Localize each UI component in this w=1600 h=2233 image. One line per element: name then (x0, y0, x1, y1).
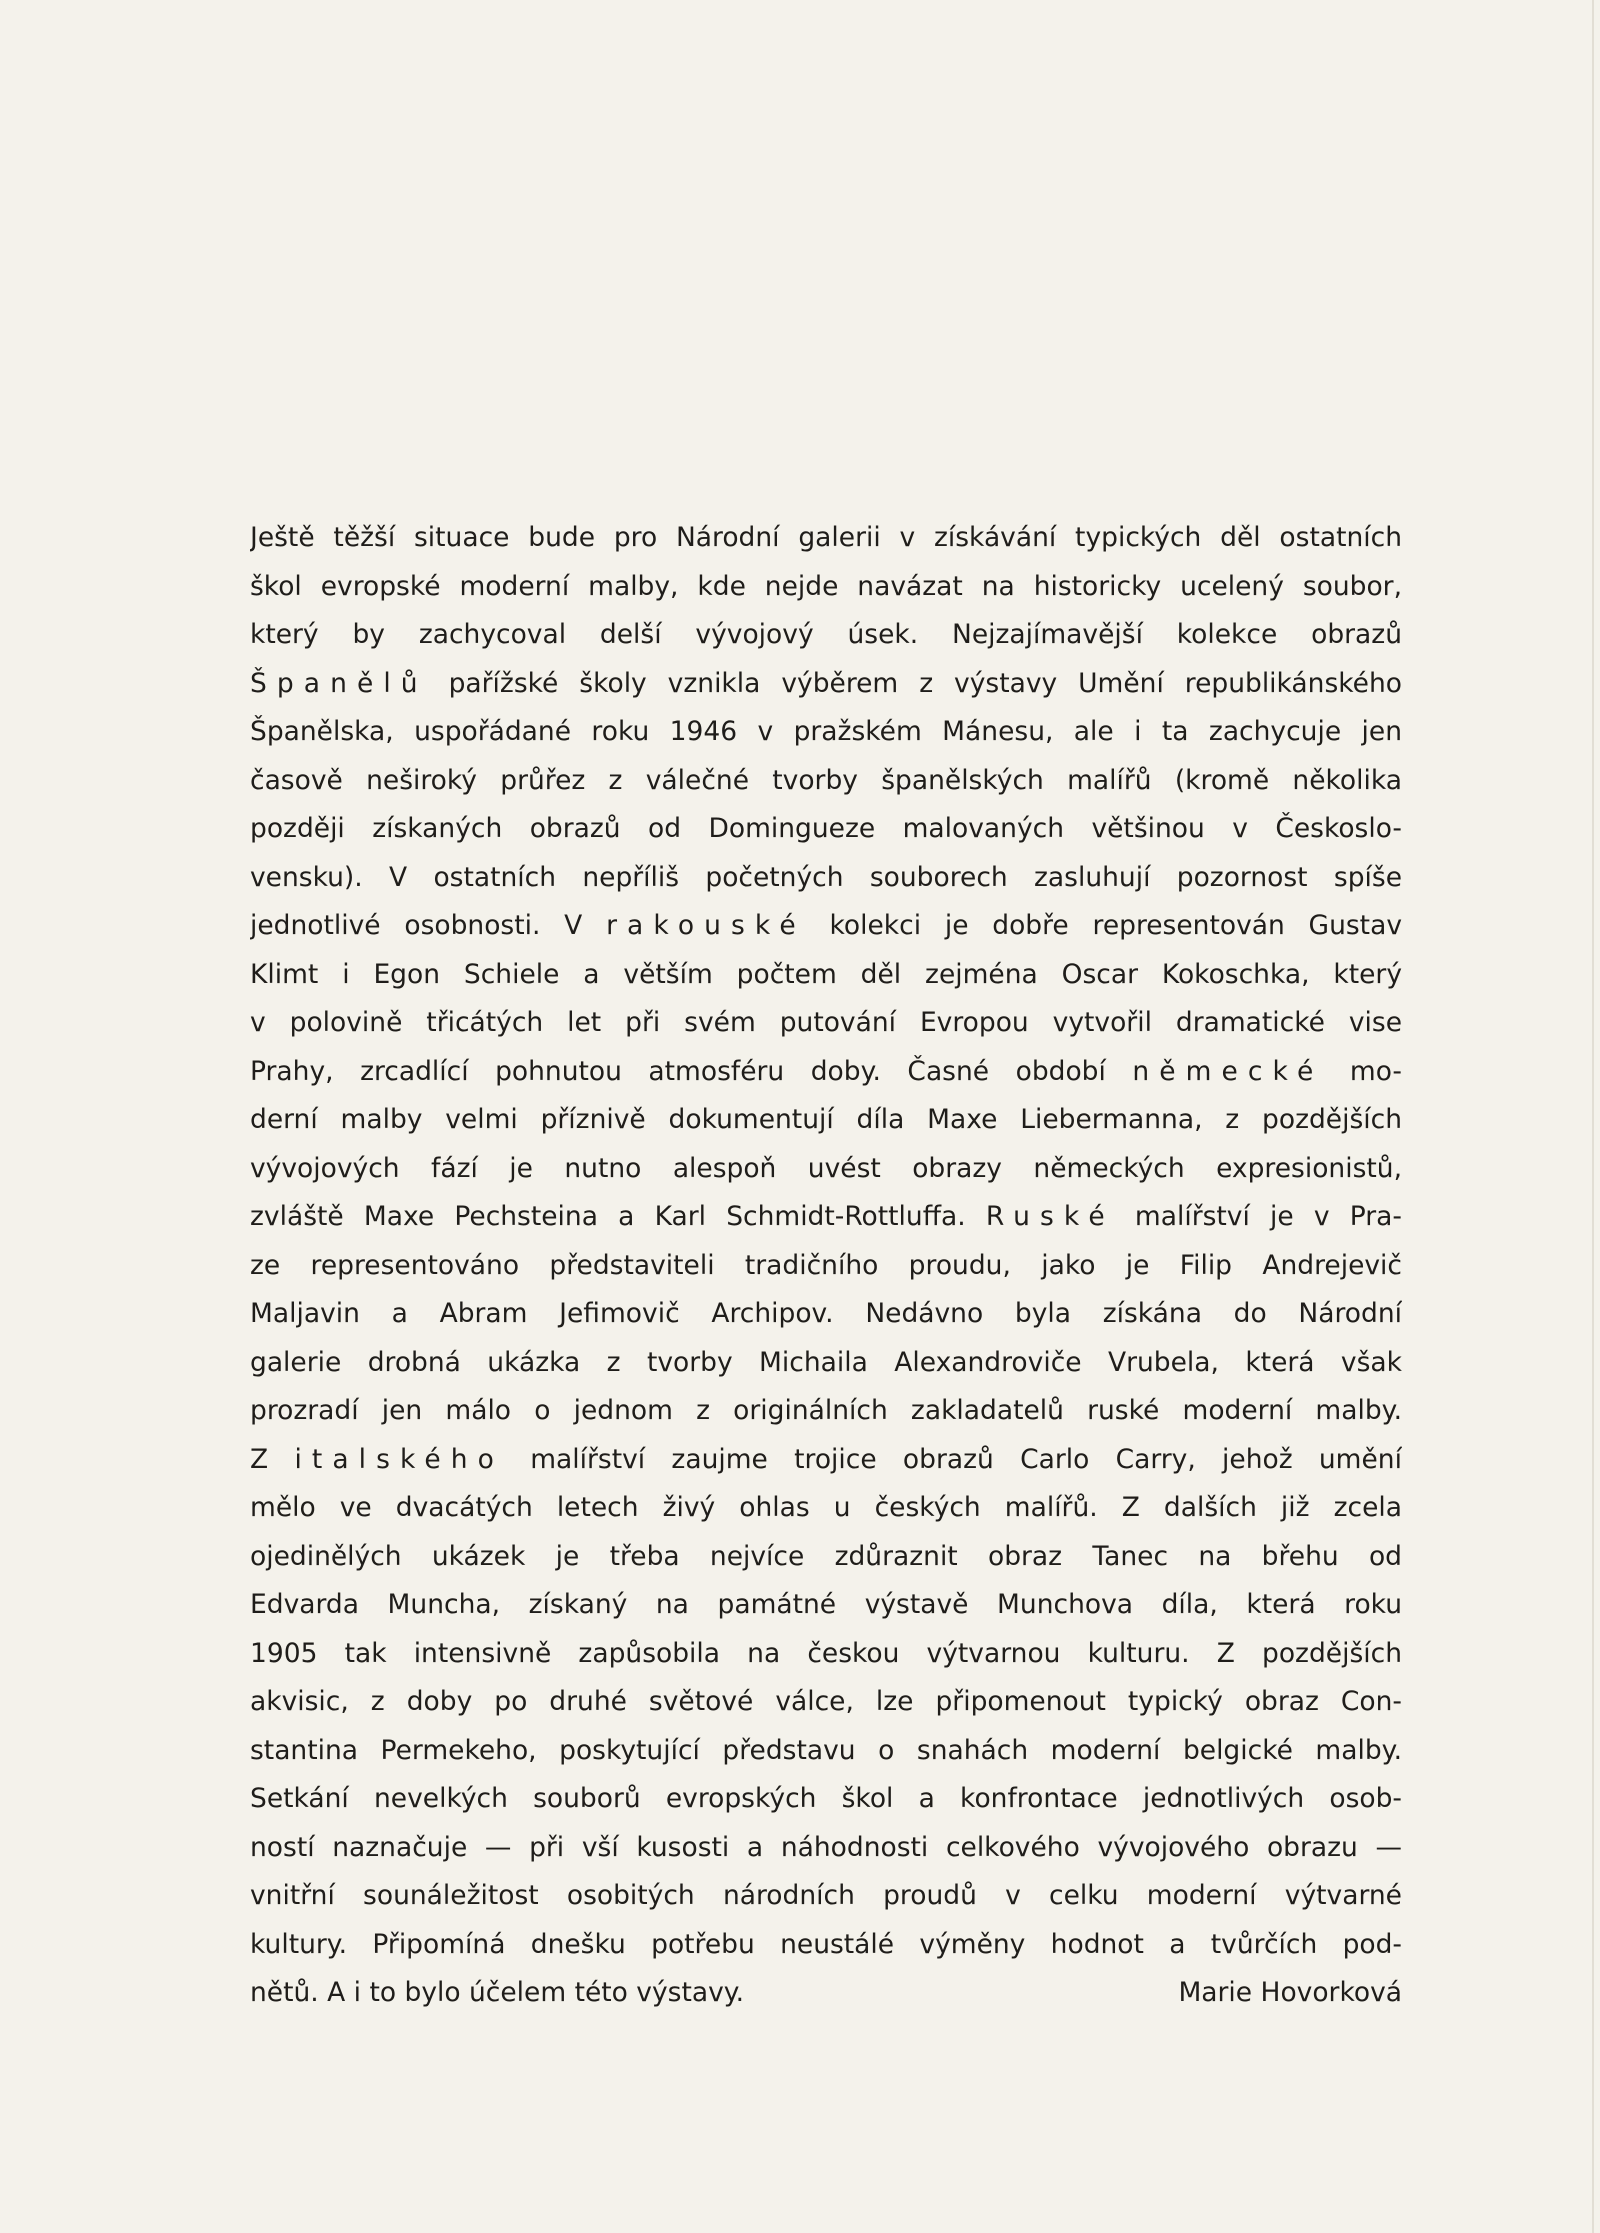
text-line: vensku). V ostatních nepříliš početných souborech zasluhují pozornost spíše (250, 861, 1402, 893)
text-line: ností naznačuje — při vší kusosti a náhodnosti celkového vývojového obrazu — (250, 1831, 1402, 1863)
author-signature: Marie Hovorková (1178, 1977, 1402, 2008)
spaced-word: italského (294, 1443, 504, 1475)
text-fragment: Prahy, zrcadlící pohnutou atmosféru doby. Časné období (250, 1055, 1106, 1087)
text-line: škol evropské moderní malby, kde nejde navázat na historicky ucelený soubor, (250, 570, 1402, 602)
text-fragment: pařížské školy vznikla výběrem z výstavy Umění republikánského (448, 667, 1402, 699)
text-line: Španělska, uspořádané roku 1946 v pražském Mánesu, ale i ta zachycuje jen (250, 716, 1402, 747)
text-line: Klimt i Egon Schiele a větším počtem děl zejména Oscar Kokoschka, který (250, 958, 1402, 990)
text-line: galerie drobná ukázka z tvorby Michaila Alexandroviče Vrubela, která však (250, 1346, 1402, 1378)
text-fragment: malířství zaujme trojice obrazů Carlo Carry, jehož umění (530, 1443, 1402, 1475)
text-line: vývojových fází je nutno alespoň uvést obrazy německých expresionistů, (250, 1152, 1402, 1184)
text-line (250, 1048, 1402, 1097)
text-line: Ještě těžší situace bude pro Národní galerii v získávání typických děl ostatních (250, 522, 1402, 553)
spaced-word: Španělů (250, 667, 428, 699)
text-line (250, 902, 1402, 951)
text-line: později získaných obrazů od Domingueze malovaných většinou v Českoslo- (250, 813, 1402, 844)
text-line (250, 660, 1402, 709)
text-line: v polovině třicátých let při svém putování Evropou vytvořil dramatické vise (250, 1007, 1402, 1038)
text-line: mělo ve dvacátých letech živý ohlas u českých malířů. Z dalších již zcela (250, 1492, 1402, 1523)
text-line: časově neširoký průřez z válečné tvorby španělských malířů (kromě několika (250, 764, 1402, 796)
text-line (250, 1436, 1402, 1485)
text-line: Maljavin a Abram Jefimovič Archipov. Nedávno byla získána do Národní (250, 1298, 1402, 1329)
page-edge (1592, 0, 1594, 2233)
closing-line (250, 1969, 1402, 2018)
text-line: kultury. Připomíná dnešku potřebu neustálé výměny hodnot a tvůrčích pod- (250, 1928, 1402, 1960)
text-line: stantina Permekeho, poskytující představu o snahách moderní belgické malby. (250, 1734, 1402, 1766)
essay-text (250, 514, 1402, 2018)
text-line: prozradí jen málo o jednom z originálních zakladatelů ruské moderní malby. (250, 1395, 1402, 1426)
spaced-word: Ruské (985, 1201, 1115, 1232)
text-line: který by zachycoval delší vývojový úsek. Nejzajímavější kolekce obrazů (250, 619, 1402, 650)
text-fragment: mo- (1349, 1055, 1402, 1087)
text-line: ze representováno představiteli tradičního proudu, jako je Filip Andrejevič (250, 1249, 1402, 1281)
text-line (250, 1193, 1402, 1242)
text-line: Edvarda Muncha, získaný na památné výstavě Munchova díla, která roku (250, 1589, 1402, 1620)
spaced-word: německé (1132, 1055, 1324, 1087)
closing-sentence: nětů. A i to bylo účelem této výstavy. (250, 1977, 745, 2008)
text-fragment: jednotlivé osobnosti. V (250, 910, 583, 941)
text-line: derní malby velmi příznivě dokumentují díla Maxe Liebermanna, z pozdějších (250, 1104, 1402, 1135)
text-fragment: kolekci je dobře representován Gustav (829, 910, 1402, 941)
text-fragment: zvláště Maxe Pechsteina a Karl Schmidt-Rottluffa. (250, 1201, 966, 1232)
text-line: vnitřní sounáležitost osobitých národních proudů v celku moderní výtvarné (250, 1880, 1402, 1911)
text-fragment: Z (250, 1443, 269, 1475)
text-line: 1905 tak intensivně zapůsobila na českou výtvarnou kulturu. Z pozdějších (250, 1637, 1402, 1669)
text-fragment: malířství je v Pra- (1134, 1201, 1402, 1232)
text-line: Setkání nevelkých souborů evropských škol a konfrontace jednotlivých osob- (250, 1783, 1402, 1814)
text-line: ojedinělých ukázek je třeba nejvíce zdůraznit obraz Tanec na břehu od (250, 1540, 1402, 1572)
spaced-word: rakouské (606, 910, 806, 941)
text-line: akvisic, z doby po druhé světové válce, lze připomenout typický obraz Con- (250, 1686, 1402, 1717)
